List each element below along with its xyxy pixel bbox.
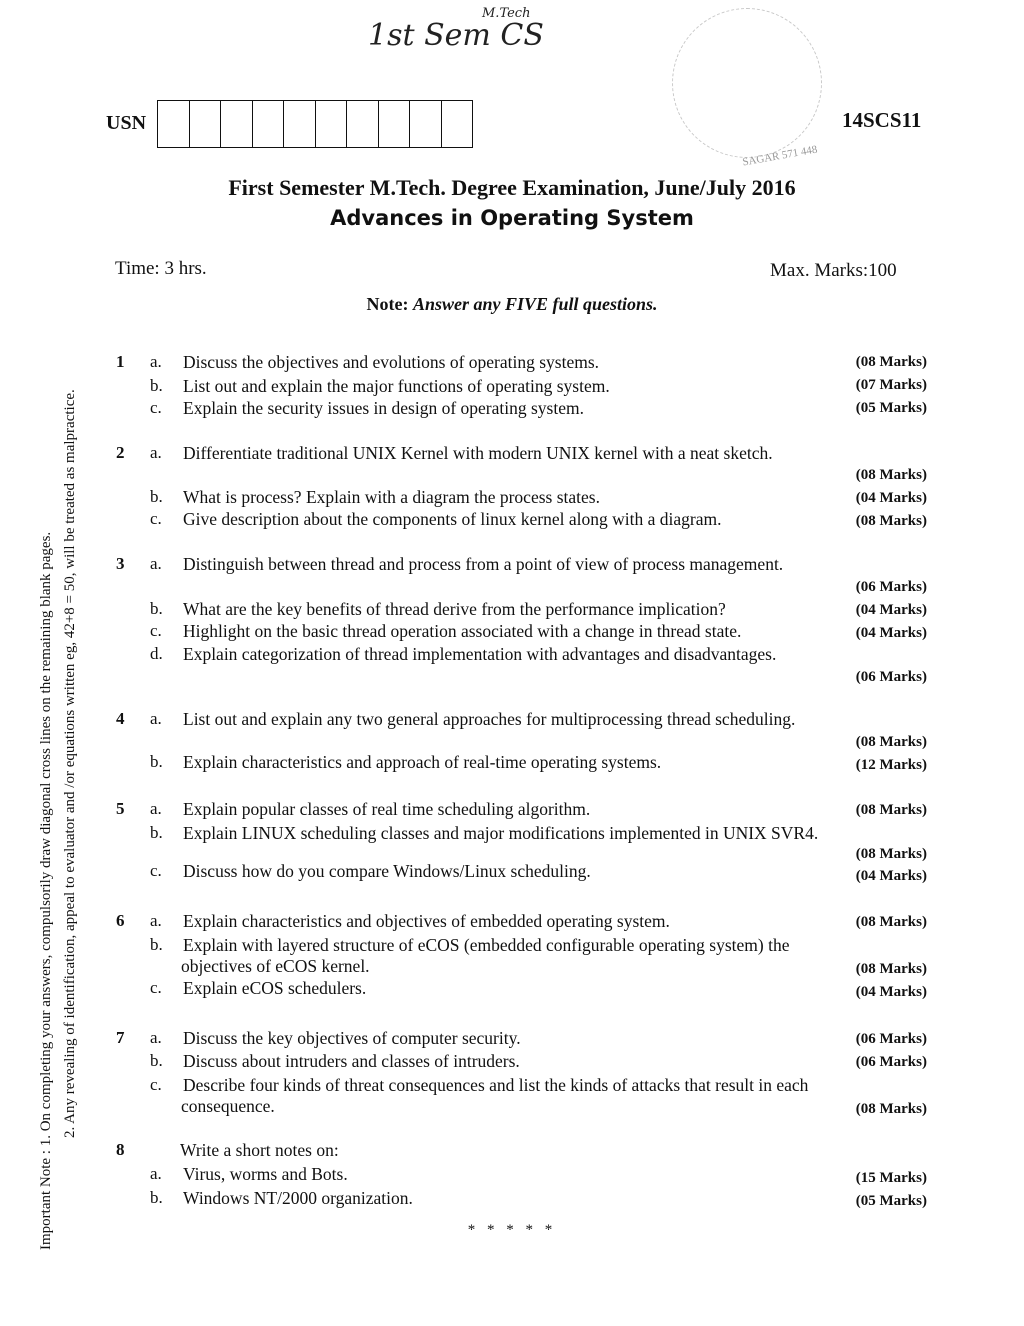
- part-letter: a.: [150, 799, 162, 818]
- question-marks: (08 Marks): [855, 513, 927, 529]
- question-text: Explain eCOS schedulers.: [183, 978, 367, 998]
- college-seal-stamp: [672, 8, 822, 158]
- question-marks: (07 Marks): [855, 377, 927, 393]
- part-letter: a.: [150, 709, 162, 728]
- question-number: 3: [116, 554, 125, 573]
- question-text: What are the key benefits of thread derive from the performance implication?: [183, 599, 726, 619]
- question-marks: (08 Marks): [855, 734, 927, 750]
- question-text: Virus, worms and Bots.: [183, 1164, 348, 1184]
- part-letter: a.: [150, 1164, 162, 1183]
- question-number: 1: [116, 352, 125, 371]
- question-marks: (08 Marks): [855, 802, 927, 818]
- instructions-note: [0, 294, 1024, 315]
- max-marks: Max. Marks:100: [770, 260, 897, 281]
- usn-box: [410, 101, 442, 147]
- exam-duration: Time: 3 hrs.: [115, 258, 207, 279]
- question-text: Discuss the objectives and evolutions of operating systems.: [183, 352, 600, 372]
- usn-box: [221, 101, 253, 147]
- question-intro: Write a short notes on:: [180, 1140, 339, 1160]
- question-text-continued: consequence.: [181, 1096, 275, 1116]
- question-marks: (05 Marks): [855, 1193, 927, 1209]
- usn-label: USN: [106, 112, 147, 134]
- question-number: 4: [116, 709, 125, 728]
- question-marks: (15 Marks): [855, 1170, 927, 1186]
- question-marks: (06 Marks): [855, 1054, 927, 1070]
- part-letter: b.: [150, 376, 163, 395]
- question-marks: (04 Marks): [855, 490, 927, 506]
- side-important-note-line2: 2. Any revealing of identification, appeal to evaluator and /or equations written eg, 42+8 = 50, will be treated as malpractice.: [62, 389, 78, 1138]
- seal-text: SAGAR 571 448: [741, 143, 819, 169]
- part-letter: b.: [150, 1051, 163, 1070]
- question-number: 6: [116, 911, 125, 930]
- part-letter: c.: [150, 509, 162, 528]
- end-marker: * * * * *: [467, 1222, 557, 1238]
- question-number: 7: [116, 1028, 125, 1047]
- usn-box: [158, 101, 190, 147]
- question-marks: (08 Marks): [855, 354, 927, 370]
- subject-title: Advances in Operating System: [330, 206, 694, 230]
- question-number: 8: [116, 1140, 125, 1159]
- question-number: 2: [116, 443, 125, 462]
- part-letter: b.: [150, 1188, 163, 1207]
- question-text: Give description about the components of linux kernel along with a diagram.: [183, 509, 722, 529]
- question-text: Explain the security issues in design of operating system.: [183, 398, 584, 418]
- part-letter: d.: [150, 644, 163, 663]
- question-marks: (08 Marks): [855, 467, 927, 483]
- question-text: Discuss about intruders and classes of intruders.: [183, 1051, 520, 1071]
- question-marks: (06 Marks): [855, 669, 927, 685]
- question-text: Explain characteristics and objectives of embedded operating system.: [183, 911, 670, 931]
- question-text: List out and explain the major functions of operating system.: [183, 376, 610, 396]
- question-marks: (08 Marks): [855, 961, 927, 977]
- usn-input-boxes: [157, 100, 473, 148]
- usn-box: [347, 101, 379, 147]
- usn-box: [316, 101, 348, 147]
- question-text: Explain characteristics and approach of real-time operating systems.: [183, 752, 662, 772]
- usn-box: [379, 101, 411, 147]
- usn-box: [253, 101, 285, 147]
- question-marks: (05 Marks): [855, 400, 927, 416]
- question-number: 5: [116, 799, 125, 818]
- part-letter: b.: [150, 599, 163, 618]
- part-letter: c.: [150, 978, 162, 997]
- question-marks: (08 Marks): [855, 846, 927, 862]
- question-text: Distinguish between thread and process from a point of view of process management.: [183, 554, 784, 574]
- usn-box: [190, 101, 222, 147]
- note-text: Answer any FIVE full questions.: [412, 294, 658, 314]
- part-letter: a.: [150, 911, 162, 930]
- question-text: Explain LINUX scheduling classes and major modifications implemented in UNIX SVR4.: [183, 823, 819, 843]
- question-marks: (04 Marks): [855, 602, 927, 618]
- exam-title: First Semester M.Tech. Degree Examination, June/July 2016: [228, 175, 796, 200]
- part-letter: a.: [150, 1028, 162, 1047]
- question-text: Discuss the key objectives of computer security.: [183, 1028, 521, 1048]
- handwritten-mtech-note: M.Tech: [482, 6, 531, 21]
- part-letter: a.: [150, 554, 162, 573]
- question-marks: (06 Marks): [855, 1031, 927, 1047]
- question-marks: (08 Marks): [855, 1101, 927, 1117]
- question-text: What is process? Explain with a diagram the process states.: [183, 487, 600, 507]
- part-letter: c.: [150, 398, 162, 417]
- question-text: List out and explain any two general approaches for multiprocessing thread scheduling.: [183, 709, 796, 729]
- question-text: Differentiate traditional UNIX Kernel with modern UNIX kernel with a neat sketch.: [183, 443, 773, 463]
- question-text: Highlight on the basic thread operation associated with a change in thread state.: [183, 621, 742, 641]
- part-letter: b.: [150, 935, 163, 954]
- question-marks: (04 Marks): [855, 625, 927, 641]
- usn-box: [284, 101, 316, 147]
- part-letter: a.: [150, 443, 162, 462]
- question-text: Discuss how do you compare Windows/Linux scheduling.: [183, 861, 591, 881]
- part-letter: c.: [150, 621, 162, 640]
- question-marks: (06 Marks): [855, 579, 927, 595]
- side-important-note-line1: Important Note : 1. On completing your answers, compulsorily draw diagonal cross lines on the remaining blank pages.: [38, 531, 54, 1250]
- part-letter: b.: [150, 487, 163, 506]
- question-text: Windows NT/2000 organization.: [183, 1188, 413, 1208]
- handwritten-semester-note: 1st Sem CS: [368, 18, 544, 53]
- part-letter: b.: [150, 752, 163, 771]
- question-marks: (08 Marks): [855, 914, 927, 930]
- part-letter: b.: [150, 823, 163, 842]
- usn-box: [442, 101, 473, 147]
- course-code: 14SCS11: [842, 108, 922, 132]
- question-marks: (12 Marks): [855, 757, 927, 773]
- question-text: Explain with layered structure of eCOS (embedded configurable operating system) the: [183, 935, 790, 955]
- part-letter: a.: [150, 352, 162, 371]
- question-marks: (04 Marks): [855, 868, 927, 884]
- question-text: Describe four kinds of threat consequences and list the kinds of attacks that result in each: [183, 1075, 809, 1095]
- question-text-continued: objectives of eCOS kernel.: [181, 956, 370, 976]
- part-letter: c.: [150, 1075, 162, 1094]
- note-label: Note:: [366, 294, 409, 314]
- question-marks: (04 Marks): [855, 984, 927, 1000]
- question-text: Explain categorization of thread implementation with advantages and disadvantages.: [183, 644, 777, 664]
- part-letter: c.: [150, 861, 162, 880]
- question-text: Explain popular classes of real time scheduling algorithm.: [183, 799, 591, 819]
